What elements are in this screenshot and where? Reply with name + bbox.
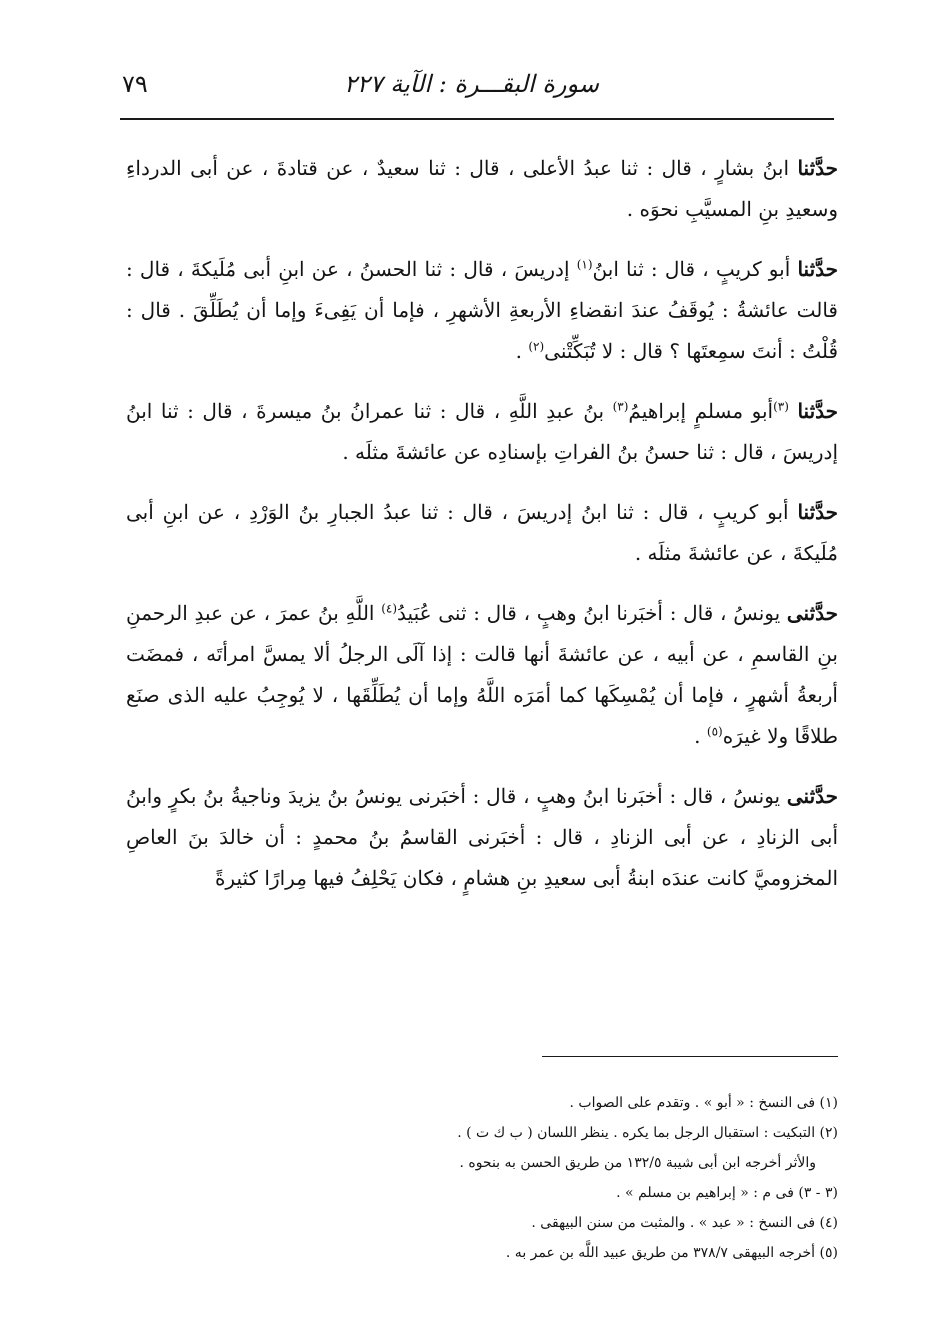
main-text <box>126 148 838 918</box>
paragraph-text: . <box>515 339 529 363</box>
running-title: سورة البقـــرة : الآية ٢٢٧ <box>343 70 599 98</box>
paragraph-text: بنُ عبدِ اللَّهِ ، قال : ثنا عمرانُ بنُ ميسرةَ ، قال : ثنا ابنُ إدريسَ ، قال : ثنا حسنُ بنُ الفراتِ بإسنادِه عن عائشةَ مثلَه . <box>126 399 838 464</box>
footnote-2: (٢) التبكيت : استقبال الرجل بما يكره . ينظر اللسان ( ب ك ت ) . <box>457 1125 838 1141</box>
footnote-ref: (٣) <box>773 399 789 414</box>
footnote-ref: (٥) <box>706 724 723 739</box>
paragraph-text: ابنُ بشارٍ ، قال : ثنا عبدُ الأعلى ، قال : ثنا سعيدٌ ، عن قتادةَ ، عن أبى الدرداءِ وسعيدِ بنِ المسيَّبِ نحوَه . <box>126 156 838 221</box>
footnote-ref: (٣) <box>612 399 629 414</box>
paragraph-text: . <box>694 724 707 748</box>
narration-keyword: حدَّثنا <box>797 257 838 281</box>
paragraph-text: اللَّهِ بنُ عمرَ ، عن عبدِ الرحمنِ بنِ القاسمِ ، عن أبيه ، عن عائشةَ أنها قالت : إذا آلَى الرجلُ ألا يمسَّ امرأتَه ، فمضَت أربعةُ أشهرٍ ، فإما أن يُمْسِكَها كما أمَرَه اللَّهُ وإما أن يُطَلِّقَها ، لا يُوجِبُ عليه الذى صنَع طلاقًا ولا غيرَه <box>126 601 838 748</box>
paragraph-text: أبو كريبٍ ، قال : ثنا ابنُ إدريسَ ، قال : ثنا عبدُ الجبارِ بنُ الوَرْدِ ، عن ابنِ أبى مُلَيكةَ ، عن عائشةَ مثلَه . <box>126 500 838 565</box>
paragraph-text: أبو كريبٍ ، قال : ثنا ابنُ <box>592 257 798 281</box>
paragraph-text: يونسُ ، قال : أخبَرنا ابنُ وهبٍ ، قال : ثنى عُبَيدُ <box>397 601 787 625</box>
footnote-divider <box>542 1056 838 1057</box>
footnote-4: (٤) فى النسخ : « عبد » . والمثبت من سنن البيهقى . <box>531 1215 838 1231</box>
paragraph-text: أبو مسلمٍ إبراهيمُ <box>628 399 774 423</box>
footnote-2-continuation: والأثر أخرجه ابن أبى شيبة ١٣٢/٥ من طريق الحسن به بنحوه . <box>459 1155 816 1171</box>
paragraph-2 <box>126 249 838 372</box>
footnote-ref: (٤) <box>381 601 398 616</box>
narration-keyword: حدَّثنى <box>786 784 838 808</box>
footnotes <box>330 1088 838 1268</box>
page-header <box>120 64 834 114</box>
paragraph-1 <box>126 148 838 230</box>
narration-keyword: حدَّثنا <box>797 399 838 423</box>
paragraph-text: إدريسَ ، قال : ثنا الحسنُ ، عن ابنِ أبى مُلَيكةَ ، قال : قالت عائشةُ : يُوقَفُ عندَ انقضاءِ الأربعةِ الأشهرِ ، فإما أن يَفِىءَ وإما أن يُطَلِّقَ . قال : قُلْتُ : أنتَ سمِعتَها ؟ قال : لا تُبَكِّتْنى <box>126 257 838 363</box>
paragraph-5 <box>126 593 838 757</box>
paragraph-6 <box>126 776 838 899</box>
paragraph-text: يونسُ ، قال : أخبَرنا ابنُ وهبٍ ، قال : أخبَرنى يونسُ بنُ يزيدَ وناجيةُ بنُ بكرٍ وابنُ أبى الزنادِ ، عن أبى الزنادِ ، قال : أخبَرنى القاسمُ بنُ محمدٍ : أن خالدَ بنَ العاصِ المخزوميَّ كانت عندَه ابنةُ أبى سعيدِ بنِ هشامٍ ، فكان يَحْلِفُ فيها مِرارًا كثيرةً <box>126 784 838 890</box>
narration-keyword: حدَّثنى <box>786 601 839 625</box>
narration-keyword: حدَّثنا <box>797 156 838 180</box>
footnote-ref: (٢) <box>528 339 545 354</box>
footnote-3: (٣ - ٣) فى م : « إبراهيم بن مسلم » . <box>616 1185 838 1201</box>
narration-keyword: حدَّثنا <box>797 500 839 524</box>
footnote-ref: (١) <box>576 257 593 272</box>
paragraph-4 <box>126 492 838 574</box>
paragraph-3 <box>126 391 838 473</box>
page-number: ٧٩ <box>122 70 148 98</box>
footnote-5: (٥) أخرجه البيهقى ٣٧٨/٧ من طريق عبيد اللَّه بن عمر به . <box>505 1245 838 1261</box>
footnote-1: (١) فى النسخ : « أبو » . وتقدم على الصواب . <box>569 1095 838 1111</box>
header-divider <box>120 118 834 120</box>
